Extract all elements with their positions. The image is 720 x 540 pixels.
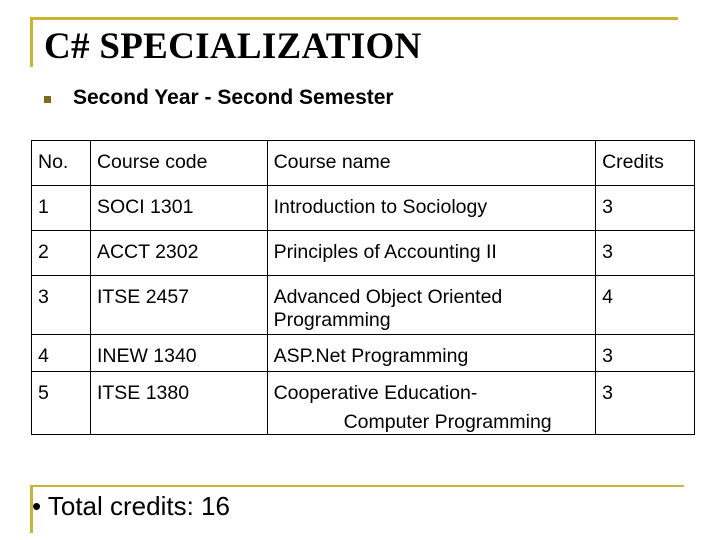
cell-no: 5 [32,372,91,435]
cell-course-code: ITSE 1380 [90,372,267,435]
table-row [32,231,695,276]
square-bullet-icon [44,96,51,103]
cell-course-code: ACCT 2302 [90,231,267,276]
bottom-accent-line [30,485,684,487]
table-row [32,335,695,372]
cell-course-code: ITSE 2457 [90,276,267,335]
table-row [32,186,695,231]
cell-course-name: Introduction to Sociology [267,186,596,231]
slide-title: C# SPECIALIZATION [44,26,422,67]
header-course-name: Course name [267,141,596,186]
top-accent-line [30,17,678,20]
cell-credits: 3 [596,186,695,231]
cell-course-name: Principles of Accounting II [267,231,596,276]
left-accent-line [30,17,33,67]
cell-course-code: INEW 1340 [90,335,267,372]
cell-no: 3 [32,276,91,335]
table-row [32,276,695,335]
cell-no: 1 [32,186,91,231]
cell-credits: 3 [596,231,695,276]
cell-credits: 3 [596,335,695,372]
header-no: No. [32,141,91,186]
table-header-row [32,141,695,186]
subtitle-row [44,86,394,110]
cell-no: 4 [32,335,91,372]
table-row [32,372,695,435]
cell-course-name: Advanced Object Oriented Programming [267,276,596,335]
cell-credits: 4 [596,276,695,335]
header-course-code: Course code [90,141,267,186]
cell-course-name [267,372,596,435]
cell-credits: 3 [596,372,695,435]
cell-no: 2 [32,231,91,276]
total-credits: • Total credits: 16 [32,491,230,521]
cell-course-code: SOCI 1301 [90,186,267,231]
course-table [31,140,695,435]
cell-course-name: ASP.Net Programming [267,335,596,372]
course-name-line-1: Cooperative Education- [273,382,478,404]
slide-subtitle: Second Year - Second Semester [73,86,394,109]
course-name-line-2: Computer Programming [343,411,552,433]
header-credits: Credits [596,141,695,186]
